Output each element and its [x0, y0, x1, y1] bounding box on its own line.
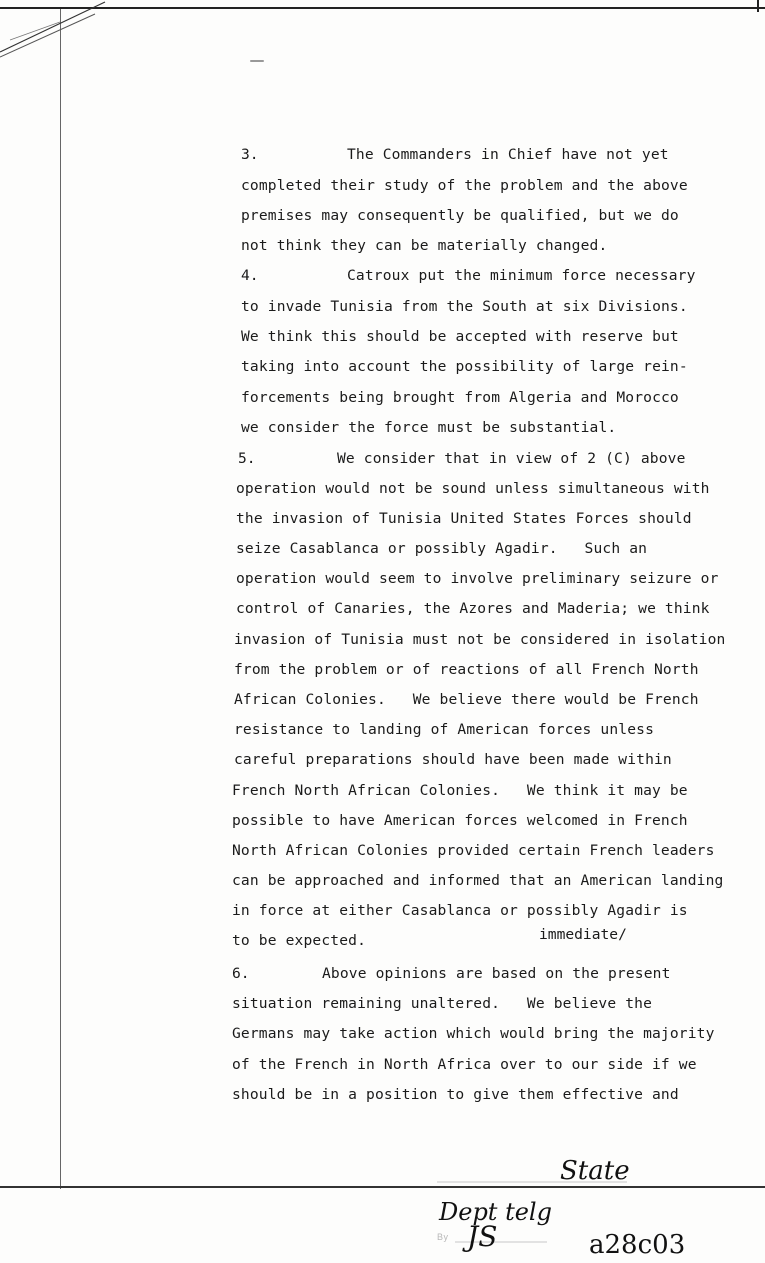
paragraph-line: premises may consequently be qualified, but we do — [241, 207, 679, 224]
handwritten-archive-number: a28c03 — [589, 1230, 686, 1260]
paragraph-number: 6. — [232, 965, 250, 982]
paragraph-number: 3. — [241, 146, 259, 163]
paragraph-line: of the French in North Africa over to our side if we — [232, 1056, 697, 1073]
handwritten-reference: Dept telg — [439, 1198, 552, 1226]
scan-corner-marks — [0, 0, 110, 70]
paragraph-line: invasion of Tunisia must not be considered in isolation — [234, 631, 726, 648]
paragraph-line: completed their study of the problem and the above — [241, 177, 688, 194]
paragraph-line: not think they can be materially changed. — [241, 237, 608, 254]
paragraph-line: operation would seem to involve preliminary seizure or — [236, 570, 719, 587]
handwritten-initials: JS — [467, 1220, 498, 1253]
paragraph-line: We consider that in view of 2 (C) above — [337, 450, 686, 467]
paragraph-line: resistance to landing of American forces unless — [234, 721, 655, 738]
paragraph-line: situation remaining unaltered. We believe the — [232, 995, 653, 1012]
stamp-by-label: By — [437, 1232, 449, 1242]
paragraph-line: The Commanders in Chief have not yet — [347, 146, 669, 163]
paragraph-line: We think this should be accepted with reserve but — [241, 328, 679, 345]
handwritten-agency: State — [560, 1156, 630, 1186]
paragraph-line: we consider the force must be substantial. — [241, 419, 617, 436]
paragraph-line: forcements being brought from Algeria and Morocco — [241, 389, 679, 406]
paragraph-line: French North African Colonies. We think it may be — [232, 782, 688, 799]
paragraph-line: operation would not be sound unless simultaneous with — [236, 480, 710, 497]
paragraph-line: Catroux put the minimum force necessary — [347, 267, 696, 284]
paragraph-line: can be approached and informed that an American landing — [232, 872, 724, 889]
paragraph-line: control of Canaries, the Azores and Maderia; we think — [236, 600, 710, 617]
paragraph-line: careful preparations should have been made within — [234, 751, 672, 768]
scan-left-margin-line — [60, 9, 61, 1189]
paragraph-line: the invasion of Tunisia United States Forces should — [236, 510, 692, 527]
catchword: immediate/ — [539, 926, 627, 943]
paragraph-line: taking into account the possibility of large rein- — [241, 358, 688, 375]
paragraph-line: Germans may take action which would bring the majority — [232, 1025, 715, 1042]
paragraph-line: to invade Tunisia from the South at six Divisions. — [241, 298, 688, 315]
declassification-stamp — [437, 1150, 686, 1260]
paragraph-number: 5. — [238, 450, 256, 467]
paragraph-line: in force at either Casablanca or possibly Agadir is — [232, 902, 688, 919]
paragraph-number: 4. — [241, 267, 259, 284]
paragraph-line: should be in a position to give them effective and — [232, 1086, 679, 1103]
paragraph-line: Above opinions are based on the present — [322, 965, 671, 982]
paragraph-line: to be expected. — [232, 932, 367, 949]
scan-smudge — [250, 60, 264, 62]
paragraph-line: from the problem or of reactions of all French North — [234, 661, 699, 678]
paragraph-line: North African Colonies provided certain French leaders — [232, 842, 715, 859]
scan-right-tick — [757, 0, 759, 12]
paragraph-line: African Colonies. We believe there would be French — [234, 691, 699, 708]
paragraph-line: seize Casablanca or possibly Agadir. Such an — [236, 540, 648, 557]
scan-top-edge — [0, 7, 765, 9]
paragraph-line: possible to have American forces welcomed in French — [232, 812, 688, 829]
